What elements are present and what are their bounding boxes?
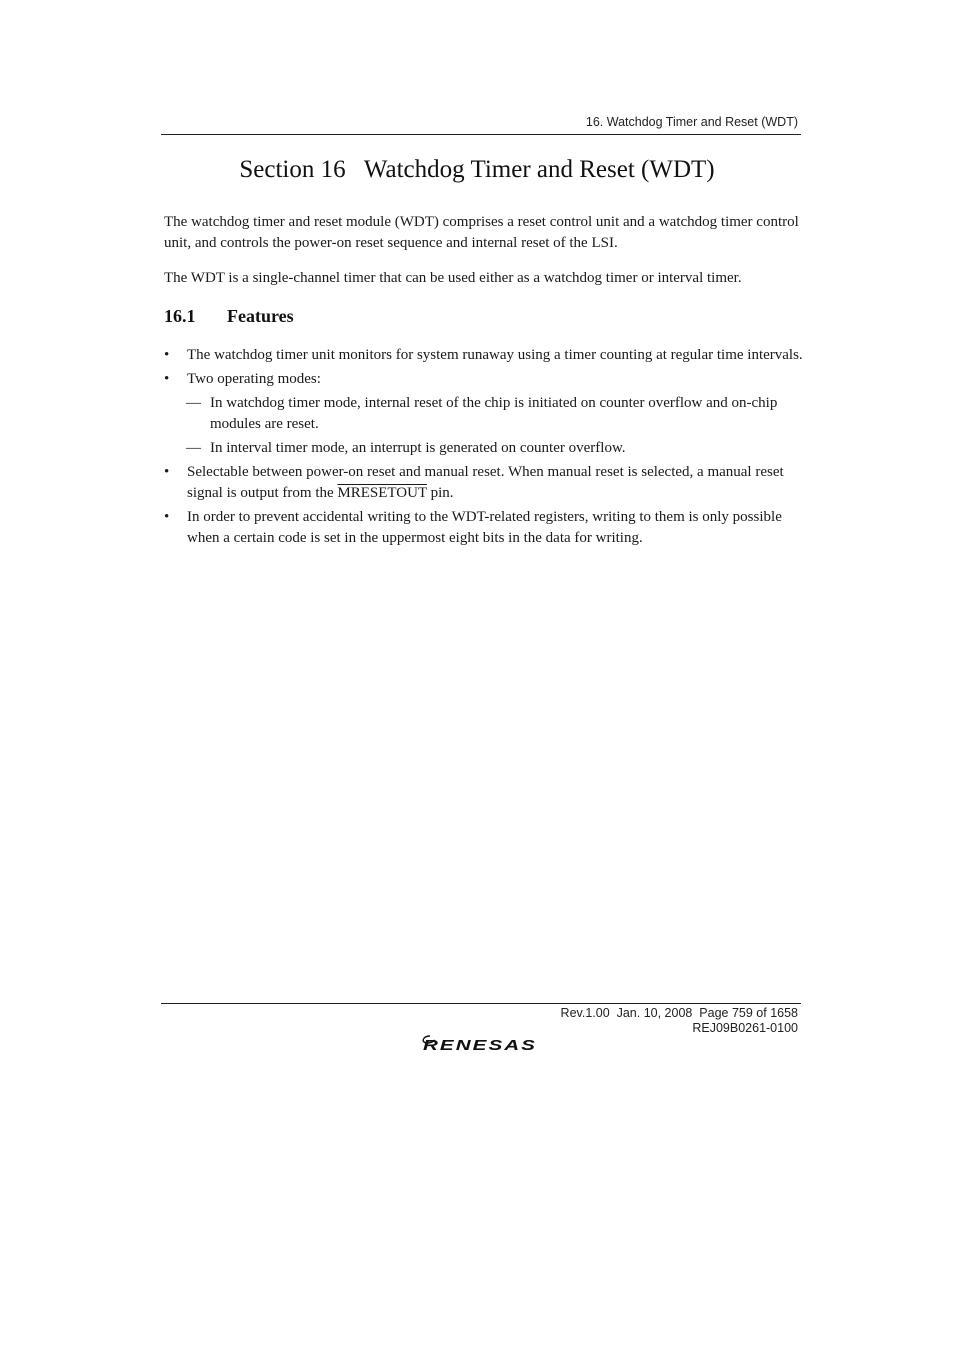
document-number: REJ09B0261-0100: [692, 1021, 798, 1035]
bullet-text-part: pin.: [426, 485, 454, 501]
sub-list-item: [164, 393, 804, 435]
bullet-text: [187, 464, 784, 501]
bullet-text: In order to prevent accidental writing to the WDT-related registers, writing to them is only possible when a certain code is set in the uppermost eight bits in the data for writing.: [187, 509, 782, 546]
sub-list-item: [164, 438, 804, 459]
features-list: [164, 345, 804, 549]
bullet-icon: •: [164, 464, 170, 480]
bullet-text: The watchdog timer unit monitors for system runaway using a timer counting at regular time intervals.: [187, 347, 803, 363]
sub-item-text: In interval timer mode, an interrupt is generated on counter overflow.: [210, 440, 626, 456]
bullet-icon: •: [164, 347, 170, 363]
header-rule: [161, 134, 801, 135]
bullet-text: Two operating modes:: [187, 371, 321, 387]
list-item: [164, 462, 804, 504]
features-heading-label: Features: [227, 306, 294, 326]
bullet-icon: •: [164, 371, 170, 387]
revision-line: Rev.1.00 Jan. 10, 2008 Page 759 of 1658: [560, 1006, 798, 1020]
dash-icon: —: [186, 395, 201, 411]
svg-text:RENESAS: RENESAS: [423, 1037, 537, 1054]
signal-name: MRESETOUT: [337, 485, 427, 501]
features-heading: [164, 306, 294, 327]
intro-paragraph: The watchdog timer and reset module (WDT) comprises a reset control unit and a watchdog timer control unit, and controls the power-on reset sequence and internal reset of the LSI.: [164, 214, 799, 251]
features-heading-number: 16.1: [164, 306, 196, 326]
running-header: 16. Watchdog Timer and Reset (WDT): [585, 115, 798, 129]
bullet-icon: •: [164, 509, 170, 525]
bullet-text-part: Selectable between power-on reset and manual reset. When manual reset is selected, a manual reset signal is output from the: [187, 464, 784, 501]
footer-rule: [161, 1003, 801, 1004]
sub-item-text: In watchdog timer mode, internal reset of the chip is initiated on counter overflow and on-chip modules are reset.: [210, 395, 778, 432]
second-paragraph: The WDT is a single-channel timer that can be used either as a watchdog timer or interval timer.: [164, 270, 742, 286]
list-item: [164, 345, 804, 366]
renesas-logo: [420, 1033, 542, 1055]
list-item: [164, 369, 804, 390]
section-title: Section 16 Watchdog Timer and Reset (WDT): [239, 156, 715, 183]
list-item: [164, 507, 804, 549]
dash-icon: —: [186, 440, 201, 456]
